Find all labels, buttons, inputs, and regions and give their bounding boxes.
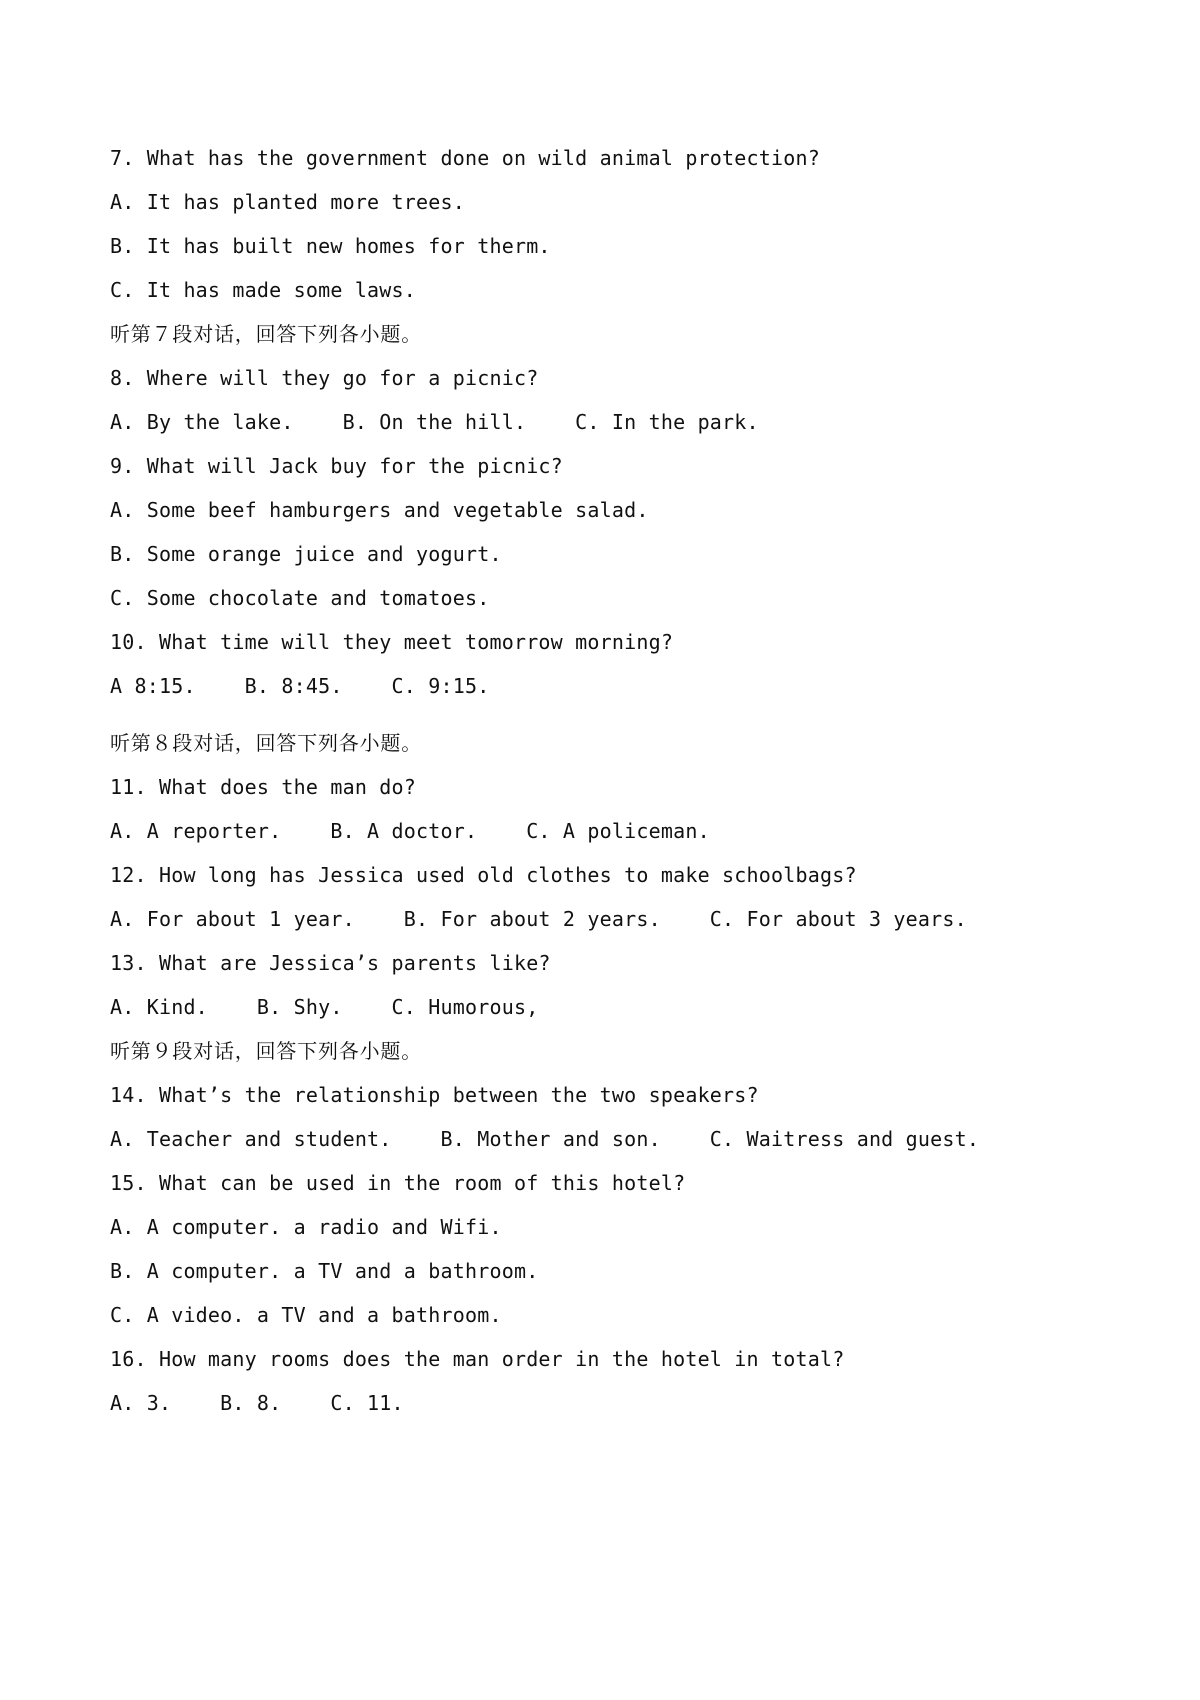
question-14-options: A. Teacher and student. B. Mother and son. C. Waitress and guest.: [110, 1127, 980, 1151]
question-9-text: 9. What will Jack buy for the picnic?: [110, 454, 563, 478]
question-8-text: 8. Where will they go for a picnic?: [110, 366, 539, 390]
question-15-option-c: C. A video. a TV and a bathroom.: [110, 1303, 502, 1327]
question-9-option-c: C. Some chocolate and tomatoes.: [110, 586, 490, 610]
question-7-option-b: B. It has built new homes for therm.: [110, 234, 551, 258]
question-15-option-b: B. A computer. a TV and a bathroom.: [110, 1259, 539, 1283]
question-7-option-a: A. It has planted more trees.: [110, 190, 465, 214]
question-11-options: A. A reporter. B. A doctor. C. A policeman.: [110, 819, 710, 843]
section-9-heading: 听第９段对话，回答下列各小题。: [110, 1039, 422, 1063]
section-7-heading: 听第７段对话，回答下列各小题。: [110, 322, 422, 346]
question-9-option-a: A. Some beef hamburgers and vegetable salad.: [110, 498, 649, 522]
question-7-option-c: C. It has made some laws.: [110, 278, 417, 302]
question-13-options: A. Kind. B. Shy. C. Humorous,: [110, 995, 539, 1019]
question-16-text: 16. How many rooms does the man order in the hotel in total?: [110, 1347, 845, 1371]
question-14-text: 14. What’s the relationship between the two speakers?: [110, 1083, 759, 1107]
question-10-text: 10. What time will they meet tomorrow morning?: [110, 630, 674, 654]
question-7-text: 7. What has the government done on wild animal protection?: [110, 146, 820, 170]
question-12-text: 12. How long has Jessica used old clothes to make schoolbags?: [110, 863, 857, 887]
question-11-text: 11. What does the man do?: [110, 775, 417, 799]
question-8-options: A. By the lake. B. On the hill. C. In the park.: [110, 410, 759, 434]
question-12-options: A. For about 1 year. B. For about 2 years. C. For about 3 years.: [110, 907, 967, 931]
question-10-options: A 8:15. B. 8:45. C. 9:15.: [110, 674, 490, 698]
question-13-text: 13. What are Jessica’s parents like?: [110, 951, 551, 975]
question-9-option-b: B. Some orange juice and yogurt.: [110, 542, 502, 566]
section-8-heading: 听第８段对话，回答下列各小题。: [110, 731, 422, 755]
question-15-text: 15. What can be used in the room of this hotel?: [110, 1171, 686, 1195]
question-16-options: A. 3. B. 8. C. 11.: [110, 1391, 404, 1415]
question-15-option-a: A. A computer. a radio and Wifi.: [110, 1215, 502, 1239]
